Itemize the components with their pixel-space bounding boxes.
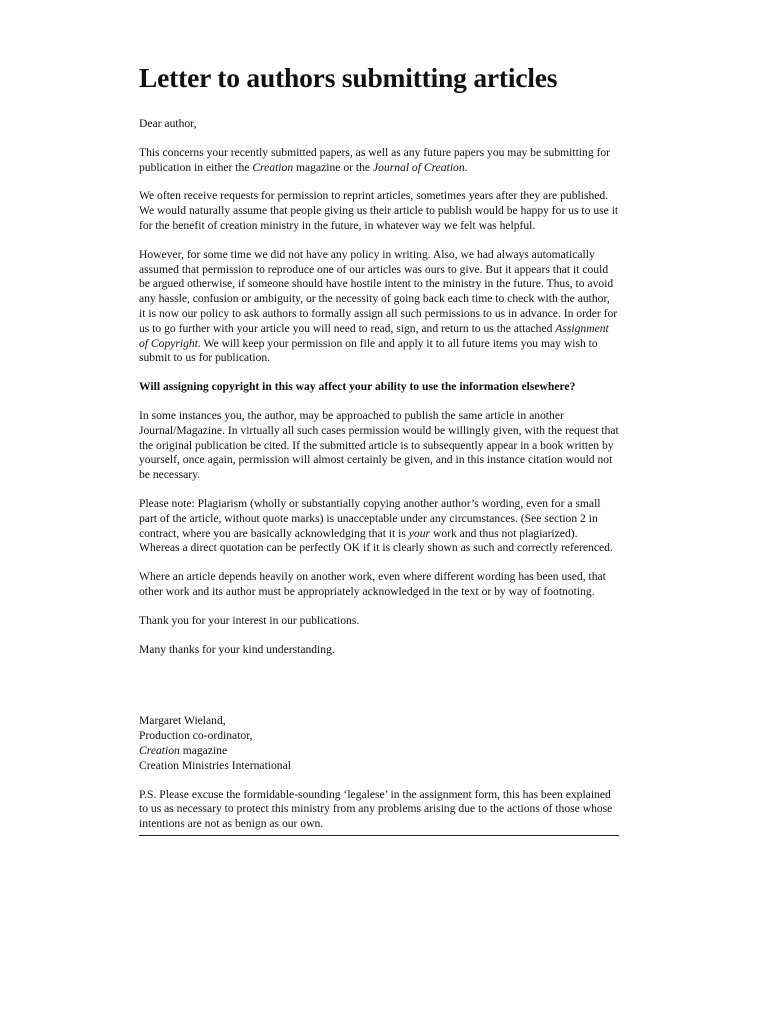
signature-name: Margaret Wieland, (139, 714, 226, 728)
creation-title: Creation (252, 160, 294, 174)
paragraph-3-text-b: We will keep your permission on file and apply it to all future items you may wish to submit to us for publication. (139, 336, 598, 365)
your-emphasis: your (408, 526, 431, 540)
postscript: P.S. Please excuse the formidable-sounding ‘legalese’ in the assignment form, this has been explained to us as necessary to protect this ministry from any problems arising due to the actions of those whose intentions are not as benign as our own. (139, 787, 613, 831)
signature-role: Production co-ordinator, (139, 729, 253, 743)
paragraph-5-text-b: work and thus not plagiarized). Whereas a direct quotation can be perfectly OK if it is clearly shown as such and correctly referenced. (139, 526, 613, 555)
signature-gap (139, 671, 619, 714)
paragraph-7: Thank you for your interest in our publications. (139, 613, 360, 627)
paragraph-1-text-b: magazine or the (293, 160, 373, 174)
bottom-rule (139, 835, 619, 836)
paragraph-5 (139, 497, 619, 556)
signature-organization: Creation Ministries International (139, 758, 291, 772)
paragraph-5-text-a: Please note: Plagiarism (wholly or substantially copying another author’s wording, even for a small part of the article, without quote marks) is unacceptable under any circumstances. (See section 2 in contract, where you are basically acknowledging that it is (139, 496, 601, 540)
signature-block (139, 714, 619, 773)
paragraph-3-text-a: However, for some time we did not have any policy in writing. Also, we had always automatically assumed that permission to reproduce one of our articles was ours to give. But it appears that it could be argued otherwise, if someone should have hostile intent to the ministry in the future. Thus, to avoid any hassle, confusion or ambiguity, or the necessity of going back each time to check with the author, it is now our policy to ask authors to formally assign all such permissions to us in advance. In order for us to go further with your article you will need to read, sign, and return to us the attached (139, 247, 618, 335)
paragraph-6: Where an article depends heavily on another work, even where different wording has been used, that other work and its author must be appropriately acknowledged in the text or by way of footnoting. (139, 570, 606, 598)
paragraph-1-text-a: This concerns your recently submitted papers, as well as any future papers you may be submitting for publication in either the (139, 145, 611, 174)
question-heading: Will assigning copyright in this way affect your ability to use the information elsewhere? (139, 380, 576, 394)
paragraph-2: We often receive requests for permission to reprint articles, sometimes years after they are published. We would naturally assume that people giving us their article to publish would be happy for us to use it for the benefit of creation ministry in the future, in whatever way we felt was helpful. (139, 189, 619, 232)
journal-title: Journal of Creation (372, 160, 465, 174)
paragraph-4: In some instances you, the author, may be approached to publish the same article in another Journal/Magazine. In virtually all such cases permission would be willingly given, with the request that the original publication be cited. If the submitted article is to subsequently appear in a book written by yourself, once again, permission will almost certainly be given, and in this instance citation would not be necessary. (139, 408, 619, 482)
signature-magazine-title: Creation (139, 743, 180, 757)
paragraph-1 (139, 146, 619, 176)
paragraph-8: Many thanks for your kind understanding. (139, 642, 335, 656)
salutation: Dear author, (139, 117, 197, 130)
signature-magazine (139, 744, 619, 759)
assignment-title: Assignment of Copyright. (139, 321, 609, 350)
letter-page (139, 60, 619, 836)
paragraph-3 (139, 248, 619, 366)
paragraph-1-text-c: . (464, 160, 468, 174)
signature-magazine-rest: magazine (179, 743, 228, 757)
page-title: Letter to authors submitting articles (139, 62, 558, 93)
